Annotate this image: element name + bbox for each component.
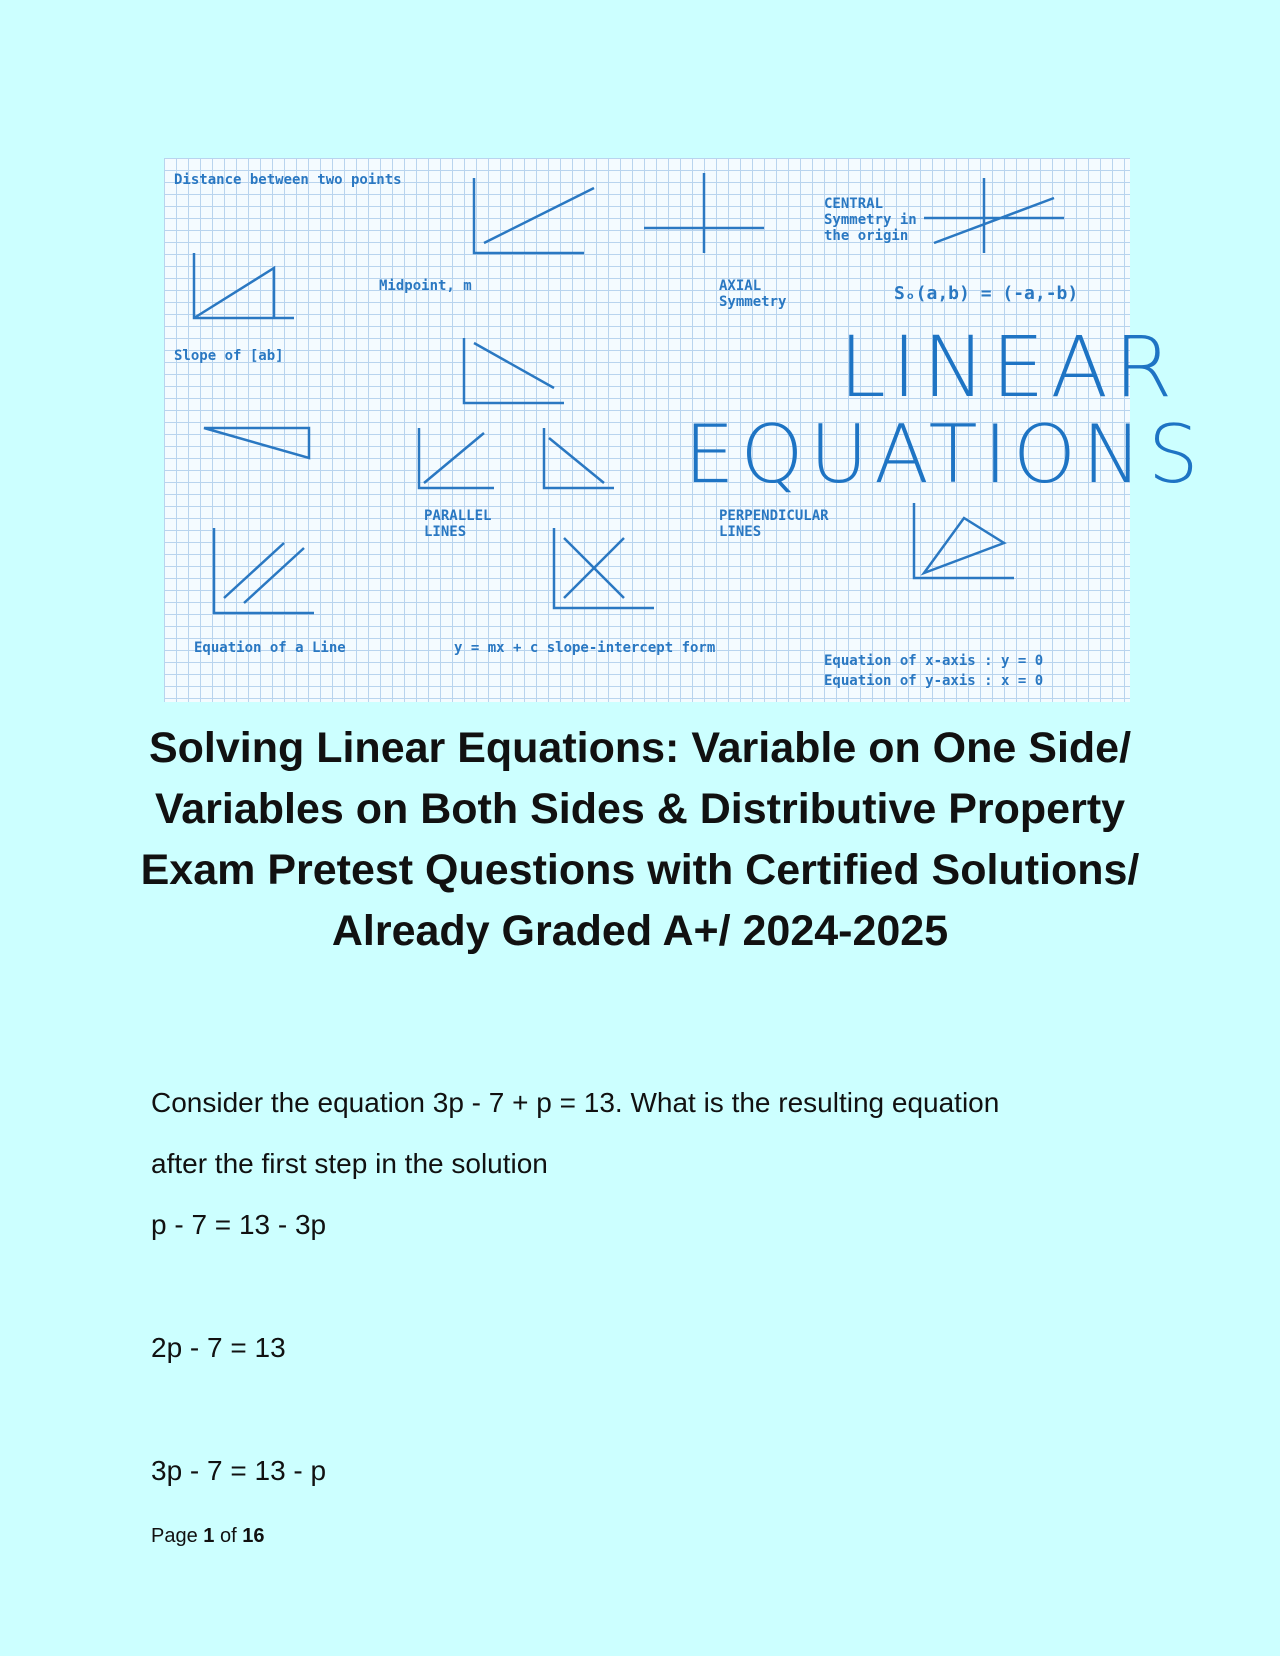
- total-pages: 16: [242, 1525, 265, 1547]
- note-x-axis: Equation of x-axis : y = 0: [824, 653, 1044, 669]
- of-label: of: [219, 1525, 237, 1547]
- document-title: Solving Linear Equations: Variable on One Side/ Variables on Both Sides & Distributive Property Exam Pretest Questions with Certified Solutions/ Already Graded A+/ 2024-2025: [140, 724, 1140, 955]
- note-equation-line: Equation of a Line: [194, 640, 346, 656]
- current-page: 1: [203, 1525, 215, 1547]
- answer-option-2: 2p - 7 = 13: [151, 1332, 286, 1363]
- note-slope-intercept: y = mx + c slope-intercept form: [454, 640, 716, 656]
- page-label: Page: [151, 1525, 198, 1547]
- note-central-symmetry: CENTRAL Symmetry in the origin: [824, 196, 917, 244]
- note-origin-symmetry: Sₒ(a,b) = (-a,-b): [894, 283, 1079, 304]
- note-midpoint: Midpoint, m: [379, 278, 472, 294]
- linear-equations-cover-image: [164, 158, 1205, 702]
- note-y-axis: Equation of y-axis : x = 0: [824, 673, 1044, 689]
- note-distance: Distance between two points: [174, 172, 402, 188]
- note-perpendicular: PERPENDICULAR LINES: [719, 508, 829, 540]
- question-line-2: after the first step in the solution: [151, 1148, 548, 1179]
- note-axial-symmetry: AXIAL Symmetry: [719, 278, 787, 310]
- heading-equations: EQUATIONS: [684, 408, 1205, 501]
- question-line-1: Consider the equation 3p - 7 + p = 13. What is the resulting equation: [151, 1087, 1000, 1118]
- note-parallel: PARALLEL LINES: [424, 508, 492, 540]
- page-footer: [151, 1525, 264, 1548]
- heading-linear: LINEAR: [839, 318, 1179, 416]
- answer-option-1: p - 7 = 13 - 3p: [151, 1209, 327, 1240]
- answer-option-3: 3p - 7 = 13 - p: [151, 1455, 327, 1486]
- note-slope: Slope of [ab]: [174, 348, 284, 364]
